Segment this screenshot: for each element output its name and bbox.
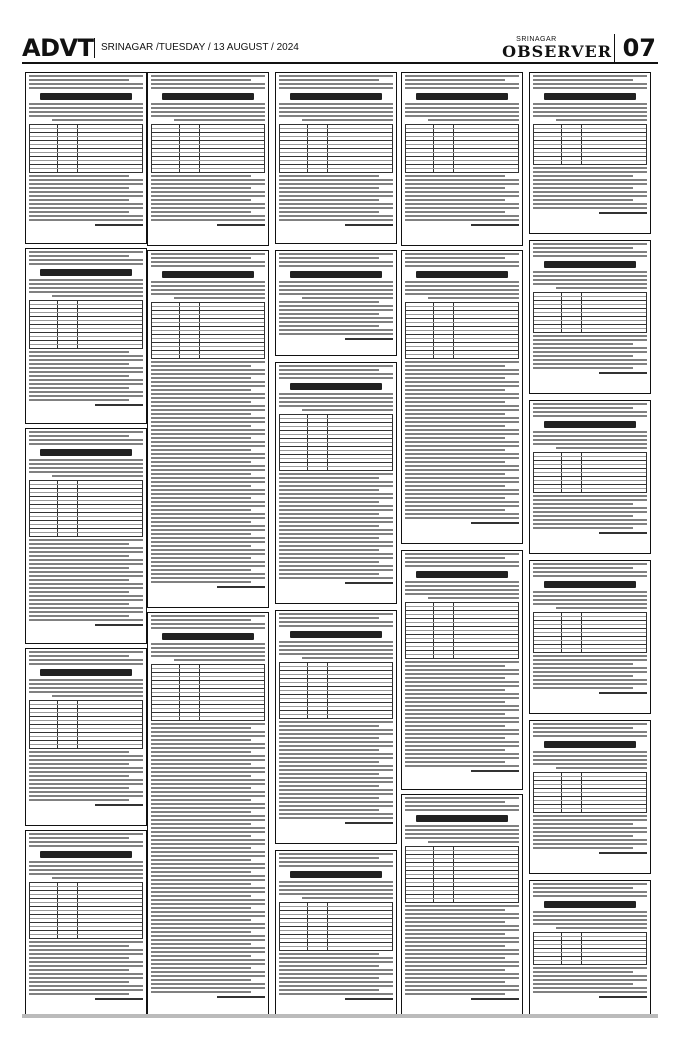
signature-line — [345, 338, 393, 340]
table-row — [406, 854, 518, 862]
notice-table — [151, 664, 265, 721]
signature-line — [599, 532, 647, 534]
classified-ad — [147, 250, 269, 608]
signature-line — [345, 998, 393, 1000]
table-row — [534, 956, 646, 964]
notice-heading — [162, 633, 253, 640]
table-row — [152, 334, 264, 342]
table-row — [30, 883, 142, 890]
table-row — [534, 796, 646, 804]
signature-line — [471, 998, 519, 1000]
table-row — [280, 710, 392, 718]
table-row — [280, 694, 392, 702]
notice-table — [151, 124, 265, 173]
table-row — [406, 626, 518, 634]
signature-line — [345, 822, 393, 824]
signature-line — [217, 996, 265, 998]
table-row — [30, 701, 142, 708]
table-row — [152, 310, 264, 318]
table-row — [30, 890, 142, 898]
table-row — [152, 132, 264, 140]
classified-ad — [275, 72, 397, 244]
classified-ad — [401, 550, 523, 790]
page-number: 07 — [614, 34, 656, 62]
notice-table — [533, 452, 647, 493]
table-row — [280, 454, 392, 462]
signature-line — [217, 224, 265, 226]
notice-heading — [290, 383, 381, 390]
table-row — [280, 702, 392, 710]
table-row — [280, 438, 392, 446]
notice-table — [279, 662, 393, 719]
table-row — [280, 670, 392, 678]
table-row — [534, 125, 646, 132]
table-row — [406, 310, 518, 318]
table-row — [30, 732, 142, 740]
table-row — [406, 847, 518, 854]
table-row — [406, 894, 518, 902]
signature-line — [95, 224, 143, 226]
classified-ad — [401, 250, 523, 544]
notice-heading — [544, 421, 635, 428]
notice-heading — [162, 271, 253, 278]
notice-heading — [40, 669, 131, 676]
table-row — [534, 933, 646, 940]
table-row — [30, 332, 142, 340]
notice-table — [29, 480, 143, 537]
table-row — [534, 613, 646, 620]
table-row — [30, 512, 142, 520]
table-row — [30, 164, 142, 172]
table-row — [534, 453, 646, 460]
table-row — [30, 520, 142, 528]
table-row — [30, 156, 142, 164]
table-row — [534, 476, 646, 484]
notice-table — [279, 902, 393, 951]
notice-heading — [416, 271, 507, 278]
table-row — [30, 340, 142, 348]
table-row — [152, 140, 264, 148]
table-row — [280, 415, 392, 422]
table-row — [534, 773, 646, 780]
classified-ad — [401, 72, 523, 246]
table-row — [152, 318, 264, 326]
table-row — [30, 716, 142, 724]
table-row — [280, 918, 392, 926]
table-row — [152, 303, 264, 310]
table-row — [152, 148, 264, 156]
table-row — [30, 324, 142, 332]
notice-table — [533, 932, 647, 965]
notice-heading — [544, 741, 635, 748]
classified-ad — [275, 250, 397, 356]
section-title: ADVT — [22, 34, 94, 62]
table-row — [406, 350, 518, 358]
table-row — [534, 293, 646, 300]
notice-table — [151, 302, 265, 359]
signature-line — [599, 212, 647, 214]
table-row — [280, 430, 392, 438]
signature-line — [95, 624, 143, 626]
table-row — [534, 940, 646, 948]
table-row — [406, 878, 518, 886]
table-row — [280, 156, 392, 164]
table-row — [534, 300, 646, 308]
notice-table — [533, 772, 647, 813]
table-row — [280, 934, 392, 942]
signature-line — [345, 582, 393, 584]
table-row — [406, 164, 518, 172]
table-row — [406, 642, 518, 650]
notice-heading — [162, 93, 253, 100]
table-row — [534, 628, 646, 636]
table-row — [406, 610, 518, 618]
signature-line — [95, 998, 143, 1000]
notice-heading — [544, 901, 635, 908]
table-row — [534, 324, 646, 332]
table-row — [280, 125, 392, 132]
notice-heading — [40, 269, 131, 276]
notice-heading — [40, 851, 131, 858]
table-row — [534, 636, 646, 644]
notice-heading — [544, 261, 635, 268]
table-row — [30, 132, 142, 140]
table-row — [280, 910, 392, 918]
notice-heading — [290, 871, 381, 878]
table-row — [406, 603, 518, 610]
table-row — [406, 870, 518, 878]
notice-heading — [290, 631, 381, 638]
classified-ad — [275, 362, 397, 604]
table-row — [406, 342, 518, 350]
signature-line — [217, 586, 265, 588]
table-row — [280, 663, 392, 670]
table-row — [30, 148, 142, 156]
table-row — [30, 906, 142, 914]
table-row — [280, 942, 392, 950]
classified-ad — [529, 240, 651, 394]
table-row — [406, 326, 518, 334]
table-row — [406, 148, 518, 156]
signature-line — [345, 224, 393, 226]
table-row — [534, 948, 646, 956]
table-row — [406, 140, 518, 148]
signature-line — [95, 404, 143, 406]
table-row — [30, 922, 142, 930]
table-row — [30, 504, 142, 512]
advertisement-columns — [25, 72, 657, 1016]
table-row — [534, 316, 646, 324]
brand-name: OBSERVER — [502, 42, 612, 61]
table-row — [406, 303, 518, 310]
signature-line — [471, 770, 519, 772]
notice-table — [29, 124, 143, 173]
table-row — [30, 481, 142, 488]
table-row — [30, 724, 142, 732]
classified-ad — [529, 560, 651, 714]
table-row — [152, 665, 264, 672]
table-row — [152, 156, 264, 164]
signature-line — [599, 692, 647, 694]
table-row — [152, 342, 264, 350]
notice-heading — [416, 93, 507, 100]
column-2 — [147, 72, 269, 1016]
dateline: SRINAGAR /TUESDAY / 13 AUGUST / 2024 — [94, 38, 299, 58]
table-row — [280, 903, 392, 910]
classified-ad — [275, 610, 397, 844]
table-row — [534, 484, 646, 492]
notice-table — [405, 302, 519, 359]
table-row — [30, 308, 142, 316]
classified-ad — [529, 72, 651, 234]
masthead — [22, 34, 658, 64]
notice-heading — [416, 815, 507, 822]
table-row — [280, 148, 392, 156]
table-row — [406, 125, 518, 132]
table-row — [406, 650, 518, 658]
classified-ad — [25, 830, 147, 1018]
notice-table — [533, 612, 647, 653]
notice-table — [405, 602, 519, 659]
signature-line — [599, 996, 647, 998]
notice-table — [279, 414, 393, 471]
classified-ad — [147, 612, 269, 1018]
signature-line — [471, 522, 519, 524]
table-row — [152, 704, 264, 712]
notice-heading — [544, 581, 635, 588]
table-row — [30, 488, 142, 496]
table-row — [152, 688, 264, 696]
table-row — [280, 446, 392, 454]
bottom-rule — [22, 1014, 658, 1018]
classified-ad — [401, 794, 523, 1018]
classified-ad — [25, 428, 147, 644]
table-row — [152, 696, 264, 704]
classified-ad — [529, 720, 651, 874]
table-row — [30, 740, 142, 748]
table-row — [406, 886, 518, 894]
classified-ad — [275, 850, 397, 1018]
brand-logo — [502, 36, 612, 60]
notice-heading — [40, 93, 131, 100]
column-3 — [275, 72, 397, 1016]
table-row — [30, 125, 142, 132]
table-row — [534, 468, 646, 476]
table-row — [152, 326, 264, 334]
notice-heading — [290, 271, 381, 278]
table-row — [280, 462, 392, 470]
table-row — [30, 930, 142, 938]
table-row — [280, 678, 392, 686]
table-row — [406, 156, 518, 164]
table-row — [406, 618, 518, 626]
table-row — [152, 680, 264, 688]
table-row — [30, 140, 142, 148]
table-row — [534, 780, 646, 788]
table-row — [280, 422, 392, 430]
table-row — [30, 528, 142, 536]
notice-table — [279, 124, 393, 173]
notice-heading — [290, 93, 381, 100]
column-4 — [401, 72, 523, 1016]
signature-line — [599, 852, 647, 854]
notice-table — [405, 846, 519, 903]
table-row — [534, 132, 646, 140]
notice-table — [533, 292, 647, 333]
notice-table — [405, 124, 519, 173]
notice-table — [533, 124, 647, 165]
classified-ad — [529, 880, 651, 1018]
table-row — [30, 914, 142, 922]
table-row — [406, 334, 518, 342]
table-row — [406, 862, 518, 870]
table-row — [280, 164, 392, 172]
column-1 — [25, 72, 147, 1016]
table-row — [30, 708, 142, 716]
table-row — [406, 132, 518, 140]
table-row — [534, 148, 646, 156]
column-5 — [529, 72, 651, 1016]
table-row — [280, 140, 392, 148]
table-row — [152, 672, 264, 680]
classified-ad — [147, 72, 269, 246]
notice-table — [29, 700, 143, 749]
table-row — [534, 156, 646, 164]
table-row — [152, 164, 264, 172]
table-row — [534, 804, 646, 812]
notice-heading — [544, 93, 635, 100]
signature-line — [95, 804, 143, 806]
table-row — [152, 350, 264, 358]
table-row — [534, 140, 646, 148]
notice-table — [29, 300, 143, 349]
notice-heading — [416, 571, 507, 578]
table-row — [30, 496, 142, 504]
notice-table — [29, 882, 143, 939]
classified-ad — [25, 248, 147, 424]
table-row — [30, 301, 142, 308]
notice-heading — [40, 449, 131, 456]
table-row — [152, 712, 264, 720]
classified-ad — [529, 400, 651, 554]
classified-ad — [25, 648, 147, 826]
table-row — [152, 125, 264, 132]
brand-city: SRINAGAR — [516, 36, 557, 43]
table-row — [280, 926, 392, 934]
table-row — [280, 686, 392, 694]
classified-ad — [25, 72, 147, 244]
table-row — [30, 898, 142, 906]
table-row — [534, 644, 646, 652]
table-row — [534, 460, 646, 468]
signature-line — [599, 372, 647, 374]
table-row — [534, 308, 646, 316]
signature-line — [471, 224, 519, 226]
table-row — [534, 620, 646, 628]
table-row — [534, 788, 646, 796]
table-row — [406, 318, 518, 326]
table-row — [280, 132, 392, 140]
table-row — [30, 316, 142, 324]
table-row — [406, 634, 518, 642]
